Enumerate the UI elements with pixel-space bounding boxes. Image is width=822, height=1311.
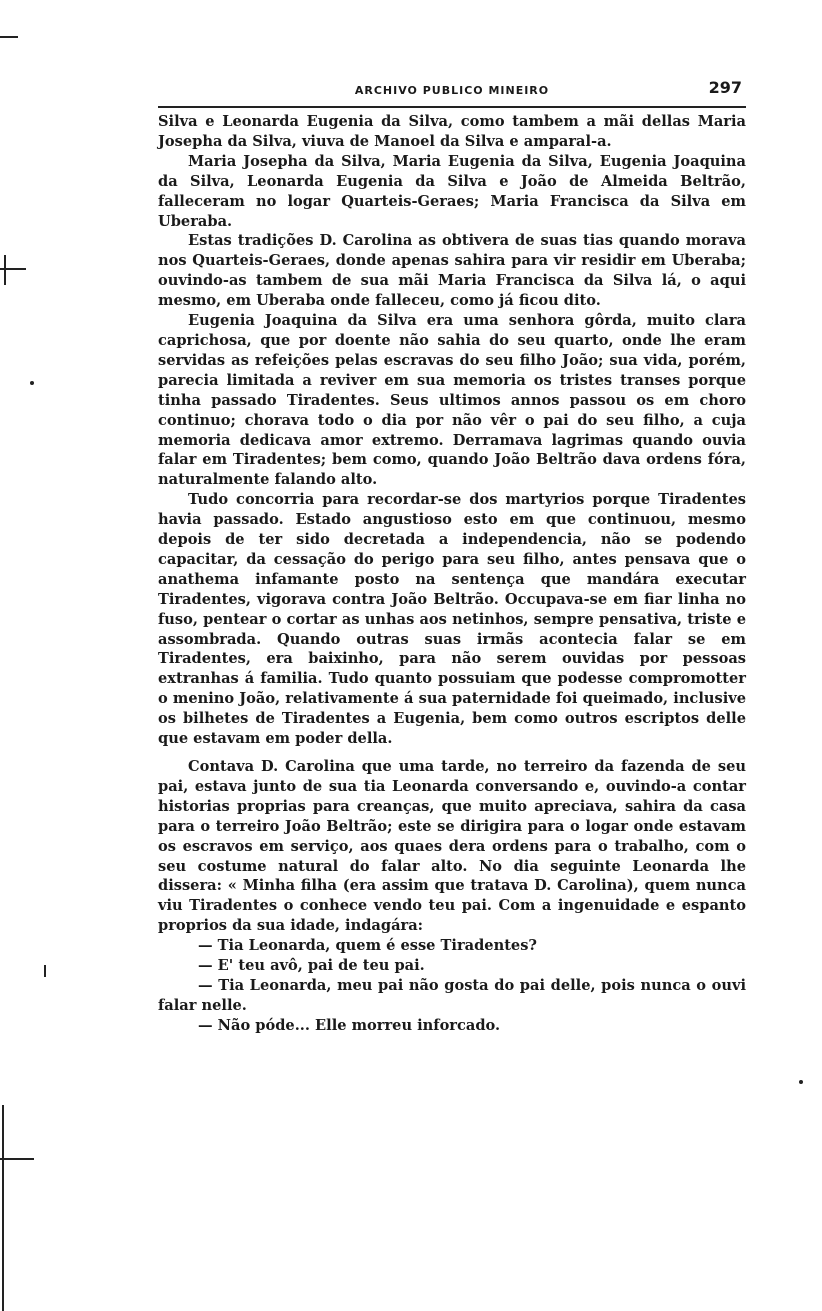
book-page	[158, 72, 746, 1036]
paragraph: Tudo concorria para recordar-se dos martyrios porque Tiradentes havia passado. Estado angustioso esto em que continuou, mesmo depois de ter sido decretada a independencia, não se podendo capacitar, da cessação do perigo para seu filho, antes pensava que o anathema infamante posto na sentença que mandára executar Tiradentes, vigorava contra João Beltrão. Occupava-se em fiar linha no fuso, pentear o cortar as unhas aos netinhos, sempre pensativa, triste e assombrada. Quando outras suas irmãs acontecia falar se em Tiradentes, era baixinho, para não serem ouvidas por pessoas extranhas á familia. Tudo quanto possuiam que podesse compromotter o menino João, relativamente á sua paternidade foi queimado, inclusive os bilhetes de Tiradentes a Eugenia, bem como outros escriptos delle que estavam em poder della.	[158, 491, 746, 748]
paragraph: Contava D. Carolina que uma tarde, no terreiro da fazenda de seu pai, estava junto de sua tia Leonarda conversando e, ouvindo-a contar historias proprias para creanças, que muito apreciava, sahira da casa para o terreiro João Beltrão; este se dirigira para o logar onde estavam os escravos em serviço, aos quaes dera ordens para o trabalho, com o seu costume natural do falar alto. No dia seguinte Leonarda lhe dissera: « Minha filha (era assim que tratava D. Carolina), quem nunca viu Tiradentes o conhece vendo teu pai. Com a ingenuidade e espanto proprios da sua idade, indagára:	[158, 758, 746, 935]
page-number: 297	[708, 78, 742, 97]
dialogue-line: — Tia Leonarda, quem é esse Tiradentes?	[198, 937, 537, 955]
scan-margin-mark	[0, 1158, 34, 1160]
paragraph: Estas tradições D. Carolina as obtivera de suas tias quando morava nos Quarteis-Geraes, donde apenas sahira para vir residir em Uberaba; ouvindo-as tambem de sua mãi Maria Francisca da Silva lá, o aqui mesmo, em Uberaba onde falleceu, como já ficou dito.	[158, 232, 746, 310]
page-header	[158, 72, 746, 108]
scan-margin-mark	[2, 1105, 4, 1311]
paragraph: Silva e Leonarda Eugenia da Silva, como tambem a mãi dellas Maria Josepha da Silva, viuva de Manoel da Silva e amparal-a.	[158, 113, 746, 150]
scan-margin-mark	[4, 255, 6, 285]
paragraph: Eugenia Joaquina da Silva era uma senhora gôrda, muito clara caprichosa, que por doente não sahia do seu quarto, onde lhe eram servidas as refeições pelas escravas do seu filho João; sua vida, porém, parecia limitada a reviver em sua memoria os tristes transes porque tinha passado Tiradentes. Seus ultimos annos passou os em choro continuo; chorava todo o dia por não vêr o pai do seu filho, a cuja memoria dedicava amor extremo. Derramava lagrimas quando ouvia falar em Tiradentes; bem como, quando João Beltrão dava ordens fóra, naturalmente falando alto.	[158, 312, 746, 489]
running-head: ARCHIVO PUBLICO MINEIRO	[354, 84, 550, 97]
scan-margin-mark	[44, 965, 46, 977]
scan-margin-mark	[0, 36, 18, 38]
dialogue-line: — E' teu avô, pai de teu pai.	[198, 957, 425, 975]
scan-margin-mark	[30, 381, 34, 385]
body-text	[158, 112, 746, 1036]
dialogue-line: — Tia Leonarda, meu pai não gosta do pai delle, pois nunca o ouvi falar nelle.	[158, 976, 746, 1014]
scan-margin-mark	[799, 1080, 803, 1084]
dialogue-line: — Não póde... Elle morreu inforcado.	[198, 1016, 501, 1034]
paragraph: Maria Josepha da Silva, Maria Eugenia da Silva, Eugenia Joaquina da Silva, Leonarda Eugenia da Silva e João de Almeida Beltrão, falleceram no logar Quarteis-Geraes; Maria Francisca da Silva em Uberaba.	[158, 152, 746, 230]
